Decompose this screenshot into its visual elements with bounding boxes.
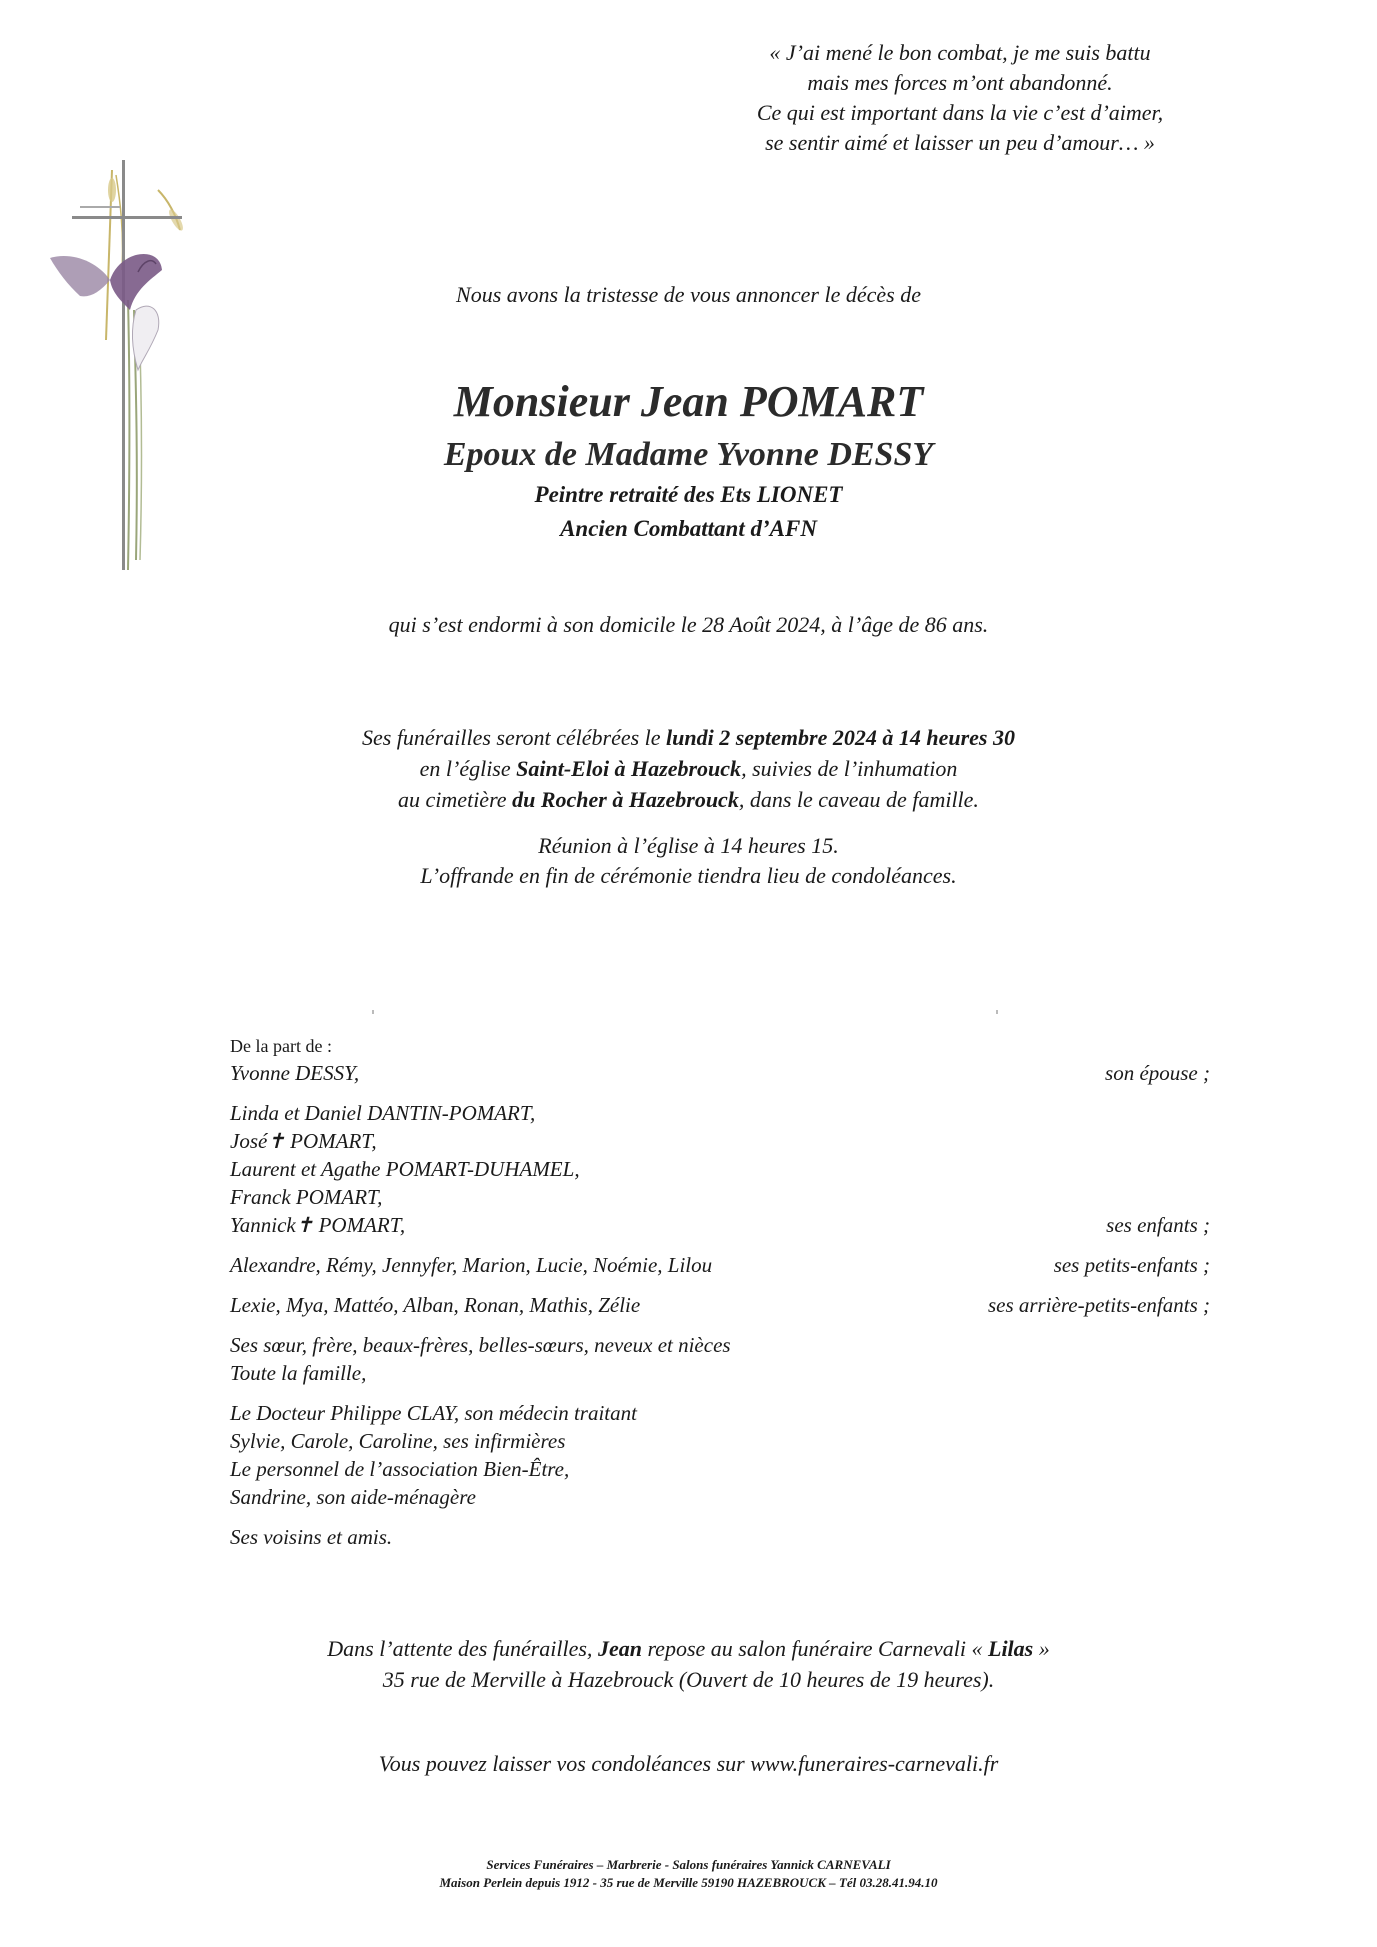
family-member: Yvonne DESSY,: [230, 1061, 360, 1085]
funeral-text: en l’église: [419, 756, 517, 781]
family-relation: ses enfants ;: [1106, 1213, 1210, 1237]
family-member: Alexandre, Rémy, Jennyfer, Marion, Lucie, Noémie, Lilou: [230, 1253, 713, 1277]
cemetery-name: du Rocher à Hazebrouck: [512, 787, 739, 812]
repose-text: repose au salon funéraire Carnevali «: [641, 1636, 988, 1661]
funeral-text: Ses funérailles seront célébrées le: [361, 725, 667, 750]
family-list: [230, 1033, 1210, 1563]
family-relation: ses petits-enfants ;: [1053, 1253, 1210, 1277]
quote-line: « J’ai mené le bon combat, je me suis battu: [769, 40, 1151, 65]
funeral-text: , dans le caveau de famille.: [738, 787, 979, 812]
repose-line-1: [0, 1636, 1377, 1662]
offering-note: L’offrande en fin de cérémonie tiendra lieu de condoléances.: [420, 863, 957, 888]
funeral-line-2: [0, 756, 1377, 782]
veteran-line: Ancien Combattant d’AFN: [560, 516, 817, 541]
family-member: Franck POMART,: [230, 1185, 383, 1209]
epigraph-quote: [700, 38, 1220, 158]
funeral-datetime: lundi 2 septembre 2024 à 14 heures 30: [666, 725, 1015, 750]
family-group-caregivers: [230, 1399, 1210, 1511]
footer-company: Services Funéraires – Marbrerie - Salons funéraires Yannick CARNEVALI: [486, 1857, 891, 1872]
footer-address: Maison Perlein depuis 1912 - 35 rue de Merville 59190 HAZEBROUCK – Tél 03.28.41.94.10: [439, 1875, 938, 1890]
family-member: Ses voisins et amis.: [230, 1525, 393, 1549]
scan-speck: [996, 1010, 998, 1014]
deceased-name: Monsieur Jean POMART: [453, 377, 924, 426]
family-member: Yannick✝ POMART,: [230, 1213, 406, 1237]
repose-text: Dans l’attente des funérailles,: [327, 1636, 598, 1661]
family-group-grandchildren: [230, 1251, 1210, 1279]
church-name: Saint-Eloi à Hazebrouck: [516, 756, 742, 781]
family-member: Le personnel de l’association Bien-Être,: [230, 1457, 570, 1481]
death-statement: qui s’est endormi à son domicile le 28 Août 2024, à l’âge de 86 ans.: [388, 612, 989, 637]
first-name: Jean: [597, 1636, 642, 1661]
family-relation: son épouse ;: [1105, 1061, 1210, 1085]
family-group-spouse: [230, 1059, 1210, 1087]
family-member: Ses sœur, frère, beaux-frères, belles-sœurs, neveux et nièces: [230, 1333, 731, 1357]
family-group-neighbours: [230, 1523, 1210, 1551]
family-member: Laurent et Agathe POMART-DUHAMEL,: [230, 1157, 580, 1181]
family-member: Lexie, Mya, Mattéo, Alban, Ronan, Mathis, Zélie: [230, 1293, 641, 1317]
spouse-line: Epoux de Madame Yvonne DESSY: [443, 436, 934, 473]
family-intro: De la part de :: [230, 1036, 332, 1056]
family-member: Toute la famille,: [230, 1361, 367, 1385]
occupation-line: Peintre retraité des Ets LIONET: [534, 482, 843, 507]
family-member: Sylvie, Carole, Caroline, ses infirmières: [230, 1429, 566, 1453]
quote-line: mais mes forces m’ont abandonné.: [807, 70, 1113, 95]
family-member: José✝ POMART,: [230, 1129, 377, 1153]
family-group-relatives: [230, 1331, 1210, 1387]
scan-speck: [372, 1010, 374, 1014]
salon-name: Lilas: [988, 1636, 1034, 1661]
family-member: Sandrine, son aide-ménagère: [230, 1485, 476, 1509]
quote-line: se sentir aimé et laisser un peu d’amour… »: [765, 130, 1155, 155]
announcement-intro: Nous avons la tristesse de vous annoncer le décès de: [456, 282, 921, 307]
family-group-great-grandchildren: [230, 1291, 1210, 1319]
meeting-time: Réunion à l’église à 14 heures 15.: [538, 833, 839, 858]
family-member: Linda et Daniel DANTIN-POMART,: [230, 1101, 536, 1125]
quote-line: Ce qui est important dans la vie c’est d’aimer,: [756, 100, 1164, 125]
repose-text: »: [1033, 1636, 1050, 1661]
funeral-line-1: [0, 725, 1377, 751]
family-member: Le Docteur Philippe CLAY, son médecin traitant: [230, 1401, 637, 1425]
family-relation: ses arrière-petits-enfants ;: [987, 1293, 1210, 1317]
family-group-children: [230, 1099, 1210, 1239]
repose-address: 35 rue de Merville à Hazebrouck (Ouvert de 10 heures de 19 heures).: [382, 1667, 995, 1692]
funeral-text: , suivies de l’inhumation: [741, 756, 958, 781]
funeral-line-3: [0, 787, 1377, 813]
funeral-text: au cimetière: [398, 787, 513, 812]
condolences-website: Vous pouvez laisser vos condoléances sur www.funeraires-carnevali.fr: [378, 1751, 999, 1776]
